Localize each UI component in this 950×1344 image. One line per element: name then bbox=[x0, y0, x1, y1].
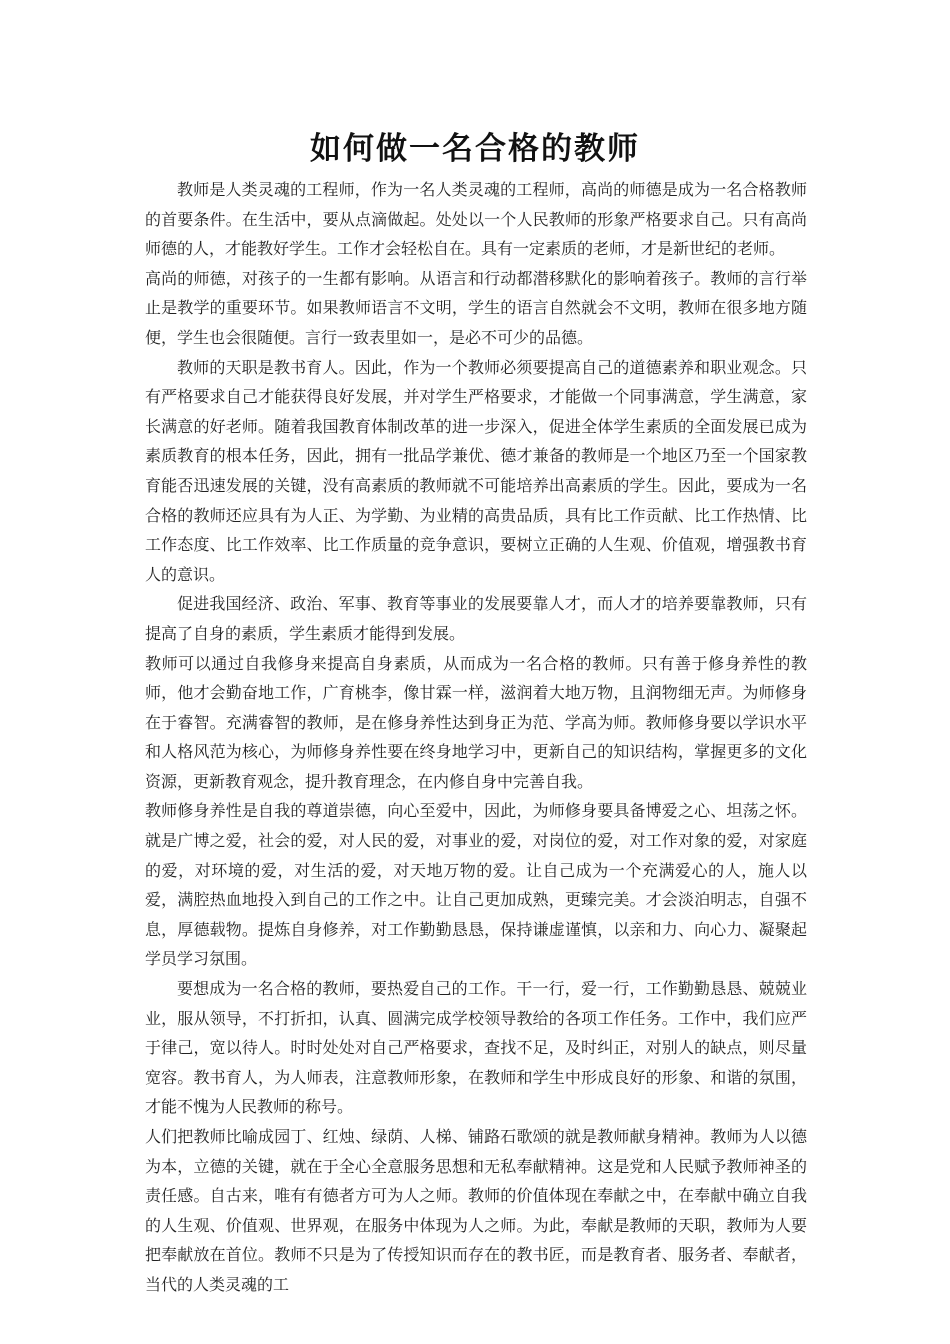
paragraph-3: 教师的天职是教书育人。因此，作为一个教师必须要提高自己的道德素养和职业观念。只有严格要求自己才能获得良好发展，并对学生严格要求，才能做一个同事满意，学生满意，家长满意的好老师。随着我国教育体制改革的进一步深入，促进全体学生素质的全面发展已成为素质教育的根本任务，因此，拥有一批品学兼优、德才兼备的教师是一个地区乃至一个国家教育能否迅速发展的关键，没有高素质的教师就不可能培养出高素质的学生。因此，要成为一名合格的教师还应具有为人正、为学勤、为业精的高贵品质，具有比工作贡献、比工作热情、比工作态度、比工作效率、比工作质量的竞争意识，要树立正确的人生观、价值观，增强教书育人的意识。 bbox=[145, 357, 807, 584]
paragraph-8: 人们把教师比喻成园丁、红烛、绿荫、人梯、铺路石歌颂的就是教师献身精神。教师为人以德为本，立德的关键，就在于全心全意服务思想和无私奉献精神。这是党和人民赋予教师神圣的责任感。自古来，唯有有德者方可为人之师。教师的价值体现在奉献之中，在奉献中确立自我的人生观、价值观、世界观，在服务中体现为人之师。为此，奉献是教师的天职，教师为人要把奉献放在首位。教师不只是为了传授知识而存在的教书匠，而是教育者、服务者、奉献者，当代的人类灵魂的工 bbox=[145, 1127, 807, 1294]
paragraph-5: 教师可以通过自我修身来提高自身素质，从而成为一名合格的教师。只有善于修身养性的教师，他才会勤奋地工作，广育桃李，像甘霖一样，滋润着大地万物，且润物细无声。为师修身在于睿智。充满睿智的教师，是在修身养性达到身正为范、学高为师。教师修身要以学识水平和人格风范为核心，为师修身养性要在终身地学习中，更新自己的知识结构，掌握更多的文化资源，更新教育观念，提升教育理念，在内修自身中完善自我。 bbox=[145, 653, 807, 791]
document-body bbox=[145, 175, 807, 1300]
document-title: 如何做一名合格的教师 bbox=[310, 131, 640, 167]
paragraph-4: 促进我国经济、政治、军事、教育等事业的发展要靠人才，而人才的培养要靠教师，只有提高了自身的素质，学生素质才能得到发展。 bbox=[145, 594, 807, 643]
paragraph-2: 高尚的师德，对孩子的一生都有影响。从语言和行动都潜移默化的影响着孩子。教师的言行举止是教学的重要环节。如果教师语言不文明，学生的语言自然就会不文明，教师在很多地方随便，学生也会很随便。言行一致表里如一，是必不可少的品德。 bbox=[145, 268, 807, 347]
paragraph-7: 要想成为一名合格的教师，要热爱自己的工作。干一行，爱一行，工作勤勤恳恳、兢兢业业，服从领导，不打折扣，认真、圆满完成学校领导教给的各项工作任务。工作中，我们应严于律己，宽以待人。时时处处对自己严格要求，查找不足，及时纠正，对别人的缺点，则尽量宽容。教书育人，为人师表，注意教师形象，在教师和学生中形成良好的形象、和谐的氛围，才能不愧为人民教师的称号。 bbox=[145, 979, 807, 1117]
paragraph-6: 教师修身养性是自我的尊道崇德，向心至爱中，因此，为师修身要具备博爱之心、坦荡之怀。就是广博之爱，社会的爱，对人民的爱，对事业的爱，对岗位的爱，对工作对象的爱，对家庭的爱，对环境的爱，对生活的爱，对天地万物的爱。让自己成为一个充满爱心的人，施人以爱，满腔热血地投入到自己的工作之中。让自己更加成熟，更臻完美。才会淡泊明志，自强不息，厚德载物。提炼自身修养，对工作勤勤恳恳，保持谦虚谨慎，以亲和力、向心力、凝聚起学员学习氛围。 bbox=[145, 801, 807, 969]
paragraph-1: 教师是人类灵魂的工程师，作为一名人类灵魂的工程师，高尚的师德是成为一名合格教师的首要条件。在生活中，要从点滴做起。处处以一个人民教师的形象严格要求自己。只有高尚师德的人，才能教好学生。工作才会轻松自在。具有一定素质的老师，才是新世纪的老师。 bbox=[145, 180, 807, 259]
